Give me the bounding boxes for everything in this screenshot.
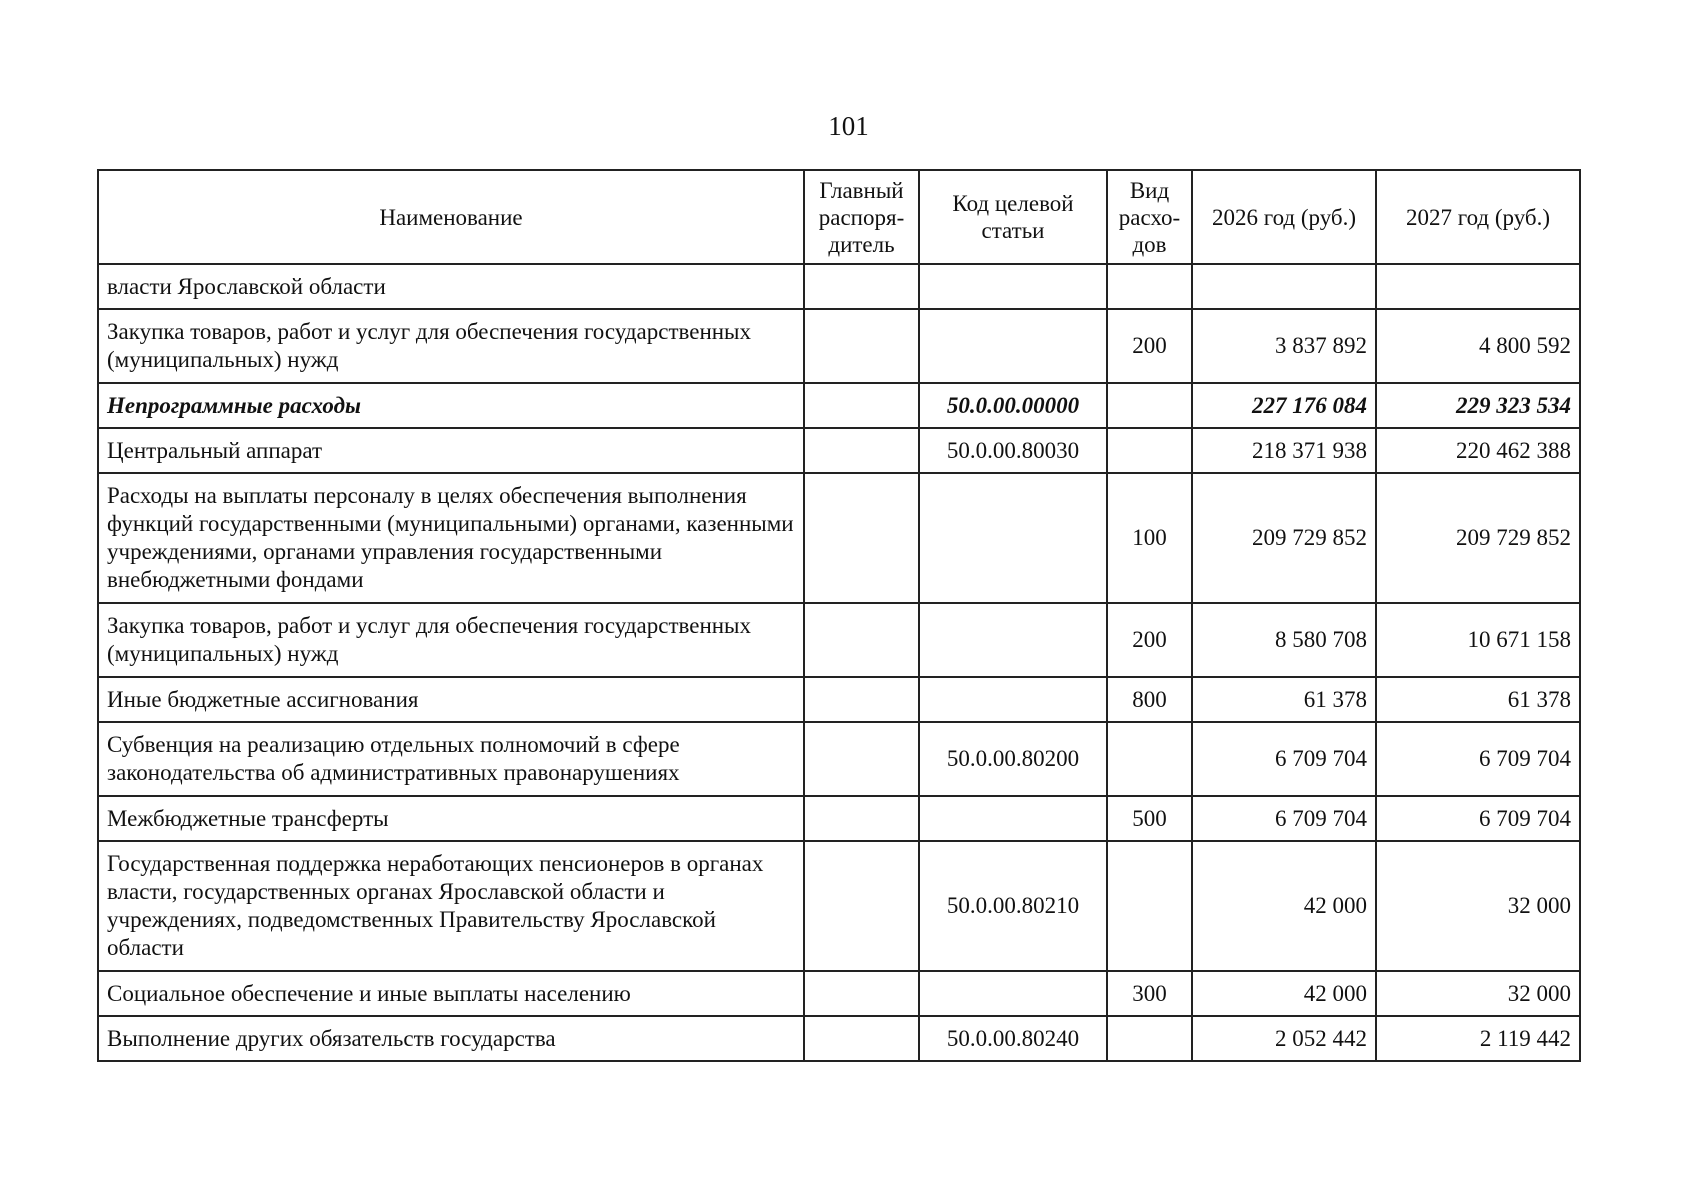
cell-code: 50.0.00.80030 [919, 428, 1107, 473]
cell-manager [804, 1016, 919, 1061]
cell-y2026: 6 709 704 [1192, 796, 1376, 841]
cell-name: власти Ярославской области [98, 264, 804, 309]
table-row [98, 1016, 1580, 1061]
cell-manager [804, 383, 919, 428]
table-row [98, 603, 1580, 677]
cell-y2026 [1192, 264, 1376, 309]
cell-y2026: 8 580 708 [1192, 603, 1376, 677]
cell-code [919, 603, 1107, 677]
cell-y2027: 229 323 534 [1376, 383, 1580, 428]
cell-kind: 200 [1107, 309, 1192, 383]
table-row [98, 473, 1580, 603]
cell-kind [1107, 1016, 1192, 1061]
cell-name: Выполнение других обязательств государства [98, 1016, 804, 1061]
header-2026: 2026 год (руб.) [1192, 170, 1376, 264]
cell-manager [804, 796, 919, 841]
cell-manager [804, 264, 919, 309]
table-row [98, 796, 1580, 841]
table-row [98, 428, 1580, 473]
cell-code: 50.0.00.80210 [919, 841, 1107, 971]
cell-code [919, 677, 1107, 722]
cell-y2026: 61 378 [1192, 677, 1376, 722]
cell-kind: 100 [1107, 473, 1192, 603]
cell-kind [1107, 428, 1192, 473]
cell-kind: 500 [1107, 796, 1192, 841]
cell-code [919, 796, 1107, 841]
cell-y2027: 209 729 852 [1376, 473, 1580, 603]
cell-y2027: 32 000 [1376, 841, 1580, 971]
table-header-row [98, 170, 1580, 264]
cell-name: Расходы на выплаты персоналу в целях обеспечения выполнения функций государственными (муниципальными) органами, казенными учреждениями, органами управления государственными внебюджетными фондами [98, 473, 804, 603]
cell-y2026: 2 052 442 [1192, 1016, 1376, 1061]
cell-kind [1107, 841, 1192, 971]
cell-name: Государственная поддержка неработающих пенсионеров в органах власти, государственных органах Ярославской области и учреждениях, подведомственных Правительству Ярославской области [98, 841, 804, 971]
cell-manager [804, 603, 919, 677]
table-row [98, 971, 1580, 1016]
cell-name: Закупка товаров, работ и услуг для обеспечения государственных (муниципальных) нужд [98, 603, 804, 677]
cell-name: Центральный аппарат [98, 428, 804, 473]
cell-y2026: 227 176 084 [1192, 383, 1376, 428]
table-row [98, 841, 1580, 971]
cell-name: Непрограммные расходы [98, 383, 804, 428]
cell-manager [804, 677, 919, 722]
table-row [98, 383, 1580, 428]
cell-code [919, 309, 1107, 383]
cell-y2027: 32 000 [1376, 971, 1580, 1016]
cell-y2026: 3 837 892 [1192, 309, 1376, 383]
table-row [98, 677, 1580, 722]
cell-manager [804, 309, 919, 383]
budget-table [97, 169, 1581, 1062]
cell-y2027 [1376, 264, 1580, 309]
cell-name: Субвенция на реализацию отдельных полномочий в сфере законодательства об административных правонарушениях [98, 722, 804, 796]
cell-y2027: 6 709 704 [1376, 722, 1580, 796]
cell-y2026: 42 000 [1192, 971, 1376, 1016]
cell-y2027: 4 800 592 [1376, 309, 1580, 383]
page-number: 101 [828, 111, 869, 141]
cell-name: Закупка товаров, работ и услуг для обеспечения государственных (муниципальных) нужд [98, 309, 804, 383]
cell-y2026: 218 371 938 [1192, 428, 1376, 473]
cell-code [919, 264, 1107, 309]
cell-y2027: 10 671 158 [1376, 603, 1580, 677]
cell-manager [804, 473, 919, 603]
header-manager: Главный распоря-дитель [804, 170, 919, 264]
table-row [98, 722, 1580, 796]
cell-manager [804, 841, 919, 971]
cell-name: Социальное обеспечение и иные выплаты населению [98, 971, 804, 1016]
header-code: Код целевой статьи [919, 170, 1107, 264]
cell-y2027: 61 378 [1376, 677, 1580, 722]
cell-y2026: 209 729 852 [1192, 473, 1376, 603]
cell-code: 50.0.00.00000 [919, 383, 1107, 428]
header-name: Наименование [98, 170, 804, 264]
cell-kind: 300 [1107, 971, 1192, 1016]
table-row [98, 309, 1580, 383]
cell-kind [1107, 264, 1192, 309]
cell-kind [1107, 383, 1192, 428]
cell-manager [804, 971, 919, 1016]
cell-manager [804, 428, 919, 473]
cell-y2026: 42 000 [1192, 841, 1376, 971]
cell-code [919, 473, 1107, 603]
cell-code: 50.0.00.80240 [919, 1016, 1107, 1061]
cell-y2027: 2 119 442 [1376, 1016, 1580, 1061]
table-row [98, 264, 1580, 309]
cell-code [919, 971, 1107, 1016]
cell-kind: 200 [1107, 603, 1192, 677]
cell-code: 50.0.00.80200 [919, 722, 1107, 796]
cell-manager [804, 722, 919, 796]
header-2027: 2027 год (руб.) [1376, 170, 1580, 264]
cell-y2026: 6 709 704 [1192, 722, 1376, 796]
cell-name: Иные бюджетные ассигнования [98, 677, 804, 722]
cell-name: Межбюджетные трансферты [98, 796, 804, 841]
cell-y2027: 220 462 388 [1376, 428, 1580, 473]
table-body [98, 264, 1580, 1061]
cell-kind: 800 [1107, 677, 1192, 722]
cell-y2027: 6 709 704 [1376, 796, 1580, 841]
cell-kind [1107, 722, 1192, 796]
header-kind: Вид расхо-дов [1107, 170, 1192, 264]
